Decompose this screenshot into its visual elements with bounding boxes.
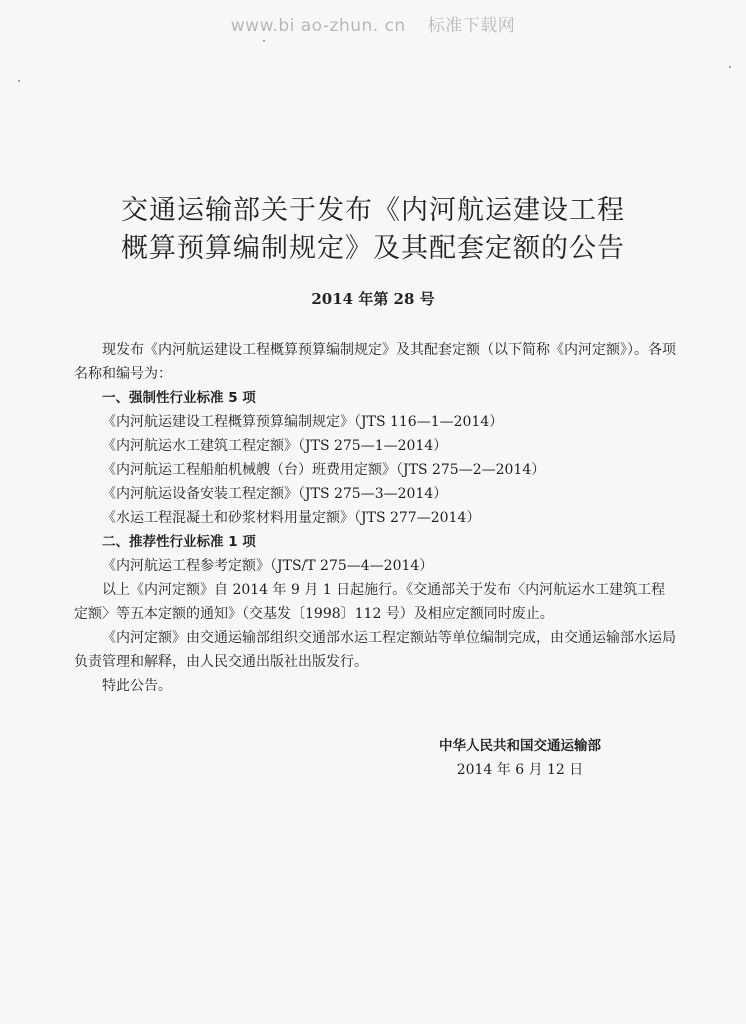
announcement-body — [74, 338, 676, 698]
management-paragraph: 《内河定额》由交通运输部组织交通部水运工程定额站等单位编制完成，由交通运输部水运局负责管理和解释，由人民交通出版社出版发行。 — [74, 630, 676, 670]
scan-speck — [729, 66, 731, 68]
standard-item: 《内河航运建设工程概算预算编制规定》（JTS 116—1—2014） — [102, 414, 504, 430]
standard-item: 《内河航运水工建筑工程定额》（JTS 275—1—2014） — [102, 438, 448, 454]
section-heading-mandatory: 一、强制性行业标准 5 项 — [102, 390, 256, 406]
standard-item: 《内河航运设备安装工程定额》（JTS 275—3—2014） — [102, 486, 448, 502]
watermark — [0, 11, 746, 36]
intro-paragraph: 现发布《内河航运建设工程概算预算编制规定》及其配套定额（以下简称《内河定额》）。各项名称和编号为： — [74, 342, 676, 382]
title-line-1: 交通运输部关于发布《内河航运建设工程 — [121, 195, 625, 226]
document-number: 2014 年第 28 号 — [311, 290, 435, 308]
standard-item: 《内河航运工程参考定额》（JTS/T 275—4—2014） — [102, 558, 434, 574]
title-line-2: 概算预算编制规定》及其配套定额的公告 — [121, 233, 625, 264]
watermark-site-name: 标准下载网 — [427, 16, 516, 36]
section-heading-recommended: 二、推荐性行业标准 1 项 — [102, 534, 256, 550]
signature-block — [420, 734, 620, 782]
announcement-title — [0, 192, 746, 268]
scan-speck — [18, 80, 20, 82]
issue-date: 2014 年 6 月 12 日 — [456, 762, 584, 778]
standard-item: 《内河航运工程船舶机械艘（台）班费用定额》（JTS 275—2—2014） — [102, 462, 546, 478]
effective-date-paragraph: 以上《内河定额》自 2014 年 9 月 1 日起施行。《交通部关于发布〈内河航运水工建筑工程定额〉等五本定额的通知》（交基发〔1998〕112 号）及相应定额同时废止。 — [74, 582, 666, 622]
closing-line: 特此公告。 — [102, 678, 172, 694]
standard-item: 《水运工程混凝土和砂浆材料用量定额》（JTS 277—2014） — [102, 510, 481, 526]
scan-speck — [263, 40, 265, 42]
watermark-url: www.bi ao-zhun. cn — [230, 16, 406, 36]
issuing-organization: 中华人民共和国交通运输部 — [439, 738, 601, 754]
